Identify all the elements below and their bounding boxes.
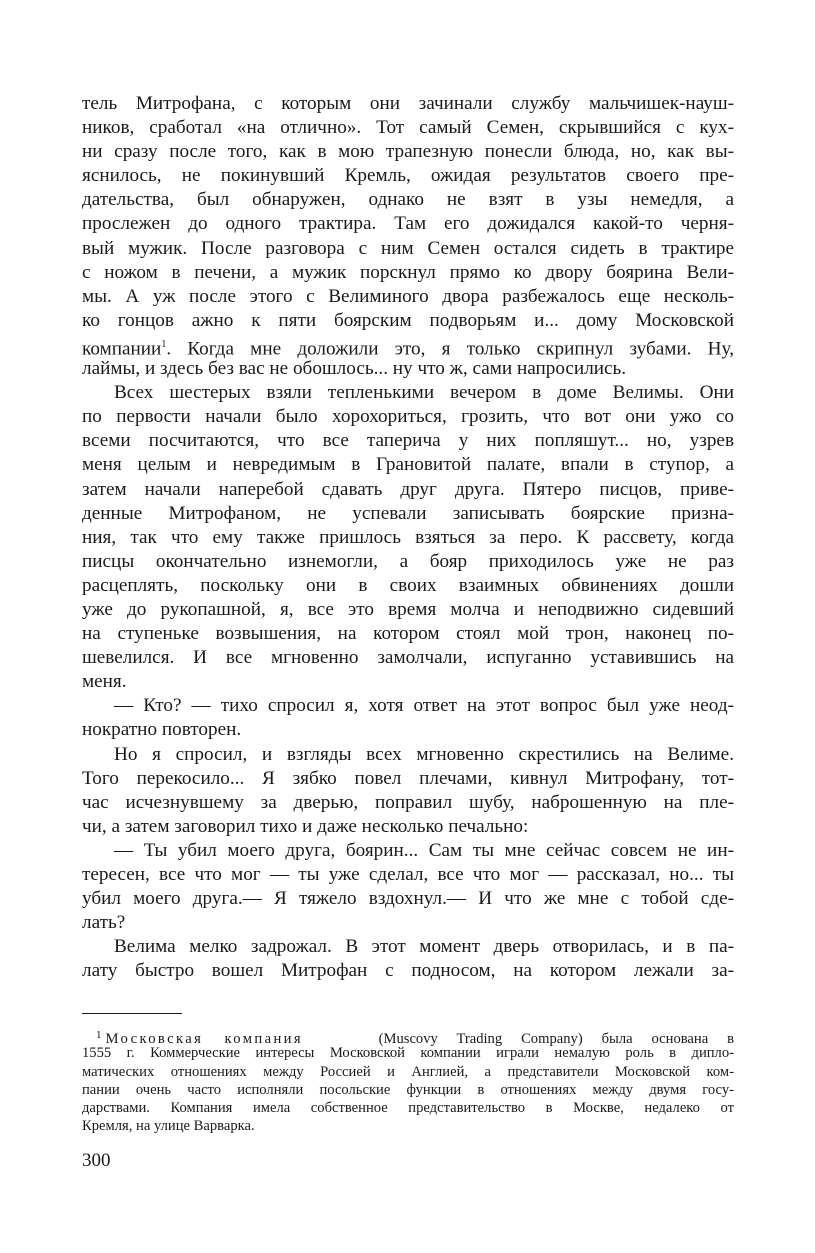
footnote-line: матических отношениях между Россией и Англией, а представители Московской ком- <box>82 1063 734 1080</box>
text-line: меня. <box>82 671 127 693</box>
footnote-line: 1555 г. Коммерческие интересы Московской компании играли немалую роль в дипло- <box>82 1045 734 1062</box>
text-line: тересен, все что мог — ты уже сделал, все что мог — рассказал, но... ты <box>82 864 734 885</box>
text-line: лаймы, и здесь без вас не обошлось... ну что ж, сами напросились. <box>82 358 627 380</box>
text-line: ников, сработал «на отлично». Тот самый Семен, скрывшийся с кух- <box>82 117 734 139</box>
text-line: — Кто? — тихо спросил я, хотя ответ на этот вопрос был уже неод- <box>114 695 734 717</box>
text-line: писцы окончательно изнемогли, а бояр приходилось уже не раз <box>82 550 734 572</box>
footnote-line: дарствами. Компания имела собственное представительство в Москве, недалеко от <box>82 1100 734 1117</box>
text-line: яснилось, не покинувший Кремль, ожидая результатов своего пре- <box>82 165 734 187</box>
text-line: дательства, был обнаружен, однако не взят в узы немедля, а <box>82 189 734 211</box>
text-line: по первости начали было хорохориться, грозить, что вот они ужо со <box>82 406 734 428</box>
text-line: затем начали наперебой сдавать друг друга. Пятеро писцов, приве- <box>82 478 734 500</box>
text-line: вый мужик. После разговора с ним Семен остался сидеть в трактире <box>82 237 734 259</box>
text-line: — Ты убил моего друга, боярин... Сам ты мне сейчас совсем не ин- <box>114 839 734 861</box>
text-line: шевелился. И все мгновенно замолчали, испуганно уставившись на <box>82 647 734 669</box>
main-text <box>82 92 734 983</box>
text-line: лату быстро вошел Митрофан с подносом, на котором лежали за- <box>82 960 734 982</box>
text-fragment: . Когда мне доложили это, я только скрипнул зубами. Ну, <box>166 338 734 360</box>
text-line: расцеплять, поскольку они в своих взаимных обвинениях дошли <box>82 574 734 596</box>
text-line: ния, так что ему также пришлось взяться за перо. К рассвету, когда <box>82 526 734 548</box>
text-line: тель Митрофана, с которым они зачинали службу мальчишек-науш- <box>82 93 734 114</box>
text-line: чи, а затем заговорил тихо и даже несколько печально: <box>82 815 529 837</box>
footnote-term: Московская компания <box>105 1031 303 1047</box>
text-line: убил моего друга.— Я тяжело вздохнул.— И что же мне с тобой сде- <box>82 888 734 910</box>
text-fragment: компании <box>82 338 162 360</box>
page-number: 300 <box>82 1150 111 1171</box>
text-line: денные Митрофаном, не успевали записывать боярские призна- <box>82 502 734 524</box>
footnote-line <box>82 1026 735 1047</box>
footnote-divider <box>82 1013 182 1014</box>
text-line: час исчезнувшему за дверью, поправил шубу, наброшенную на пле- <box>82 791 734 813</box>
text-line-with-footnote-ref <box>82 333 734 360</box>
footnote-reference: 1 <box>161 338 167 350</box>
text-line: всеми посчитаются, что все таперича у них попляшут... но, узрев <box>82 430 734 452</box>
footnote-line: Кремля, на улице Варварка. <box>82 1118 255 1135</box>
text-line: Того перекосило... Я зябко повел плечами, кивнул Митрофану, тот- <box>82 767 734 789</box>
text-line: с ножом в печени, а мужик порскнул прямо ко двору боярина Вели- <box>82 261 734 283</box>
text-line: Велима мелко задрожал. В этот момент дверь отворилась, и в па- <box>114 936 734 958</box>
text-line: лать? <box>82 912 126 934</box>
text-line: уже до рукопашной, я, все это время молча и неподвижно сидевший <box>82 598 734 620</box>
text-line: ни сразу после того, как в мою трапезную понесли блюда, но, как вы- <box>82 141 734 163</box>
text-line: Но я спросил, и взгляды всех мгновенно скрестились на Велиме. <box>114 743 734 765</box>
text-line: ко гонцов ажно к пяти боярским подворьям и... дому Московской <box>82 309 734 331</box>
text-line: Всех шестерых взяли тепленькими вечером в доме Велимы. Они <box>114 382 734 404</box>
footnote <box>82 1026 734 1136</box>
text-line: прослежен до одного трактира. Там его дожидался какой-то черня- <box>82 213 734 235</box>
text-line: на ступеньке возвышения, на котором стоял мой трон, наконец по- <box>82 623 734 645</box>
text-line: мы. А уж после этого с Велиминого двора разбежалось еще несколь- <box>82 285 734 307</box>
footnote-text: (Muscovy Trading Company) была основана в <box>378 1031 735 1047</box>
footnote-line: пании очень часто исполняли посольские функции в отношениях между двумя госу- <box>82 1081 734 1098</box>
footnote-marker: 1 <box>96 1029 102 1041</box>
text-line: нократно повторен. <box>82 719 242 741</box>
text-line: меня целым и невредимым в Грановитой палате, впали в ступор, а <box>82 454 734 476</box>
